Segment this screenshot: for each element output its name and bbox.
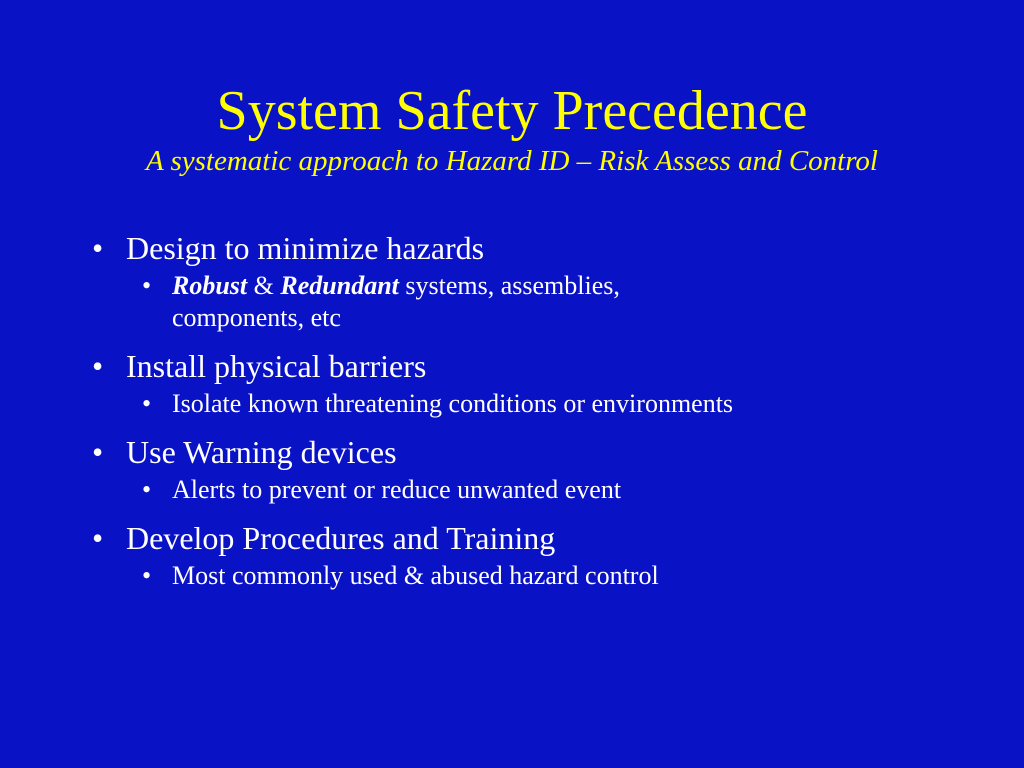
bullet-text: Install physical barriers bbox=[126, 348, 427, 384]
sub-bullet-text: Alerts to prevent or reduce unwanted event bbox=[172, 475, 622, 504]
sub-bullet-list bbox=[86, 270, 946, 334]
bullet-dot-icon: • bbox=[92, 230, 104, 266]
bullet-level1 bbox=[86, 344, 946, 388]
sub-bullet-dot-icon: • bbox=[142, 561, 152, 590]
sub-bullet-list bbox=[86, 388, 946, 420]
sub-bullet-dot-icon: • bbox=[142, 389, 152, 418]
bullet-dot-icon: • bbox=[92, 520, 104, 556]
sub-bullet-item bbox=[86, 474, 932, 506]
title-block bbox=[0, 80, 1024, 178]
sub-bullet-list bbox=[86, 560, 946, 592]
sub-bullet-text: Isolate known threatening conditions or environments bbox=[172, 389, 734, 418]
sub-bullet-item bbox=[86, 270, 692, 334]
bullet-text: Develop Procedures and Training bbox=[126, 520, 556, 556]
slide-subtitle: A systematic approach to Hazard ID – Risk Assess and Control bbox=[146, 145, 878, 177]
emphasis-robust: Robust bbox=[172, 271, 248, 300]
bullet-text: Design to minimize hazards bbox=[126, 230, 485, 266]
sub-bullet-dot-icon: • bbox=[142, 271, 152, 300]
bullet-level1 bbox=[86, 226, 946, 270]
sub-bullet-dot-icon: • bbox=[142, 475, 152, 504]
sub-bullet-item bbox=[86, 560, 932, 592]
bullet-item bbox=[86, 430, 946, 506]
ampersand-text: & bbox=[247, 271, 281, 300]
emphasis-redundant: Redundant bbox=[280, 271, 399, 300]
bullet-dot-icon: • bbox=[92, 348, 104, 384]
slide-title: System Safety Precedence bbox=[216, 80, 808, 142]
bullet-level1 bbox=[86, 516, 946, 560]
bullet-list bbox=[86, 226, 946, 592]
sub-bullet-text: Most commonly used & abused hazard control bbox=[172, 561, 659, 590]
sub-bullet-item bbox=[86, 388, 932, 420]
bullet-item bbox=[86, 516, 946, 592]
bullet-item bbox=[86, 344, 946, 420]
bullet-level1 bbox=[86, 430, 946, 474]
bullet-text: Use Warning devices bbox=[126, 434, 397, 470]
sub-bullet-text: systems, assemblies, components, etc bbox=[172, 271, 620, 332]
bullet-item bbox=[86, 226, 946, 334]
sub-bullet-list bbox=[86, 474, 946, 506]
bullet-dot-icon: • bbox=[92, 434, 104, 470]
